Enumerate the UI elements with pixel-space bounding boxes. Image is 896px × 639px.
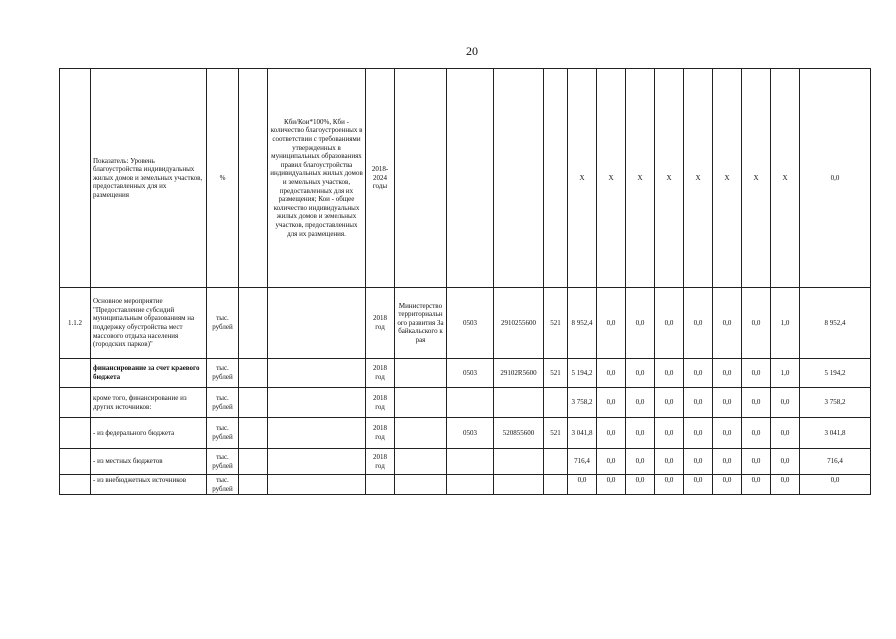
cell-year-5: 0,0 bbox=[684, 449, 713, 475]
cell-year-6: 0,0 bbox=[713, 418, 742, 449]
cell-year-3: 0,0 bbox=[626, 475, 655, 495]
cell-empty bbox=[239, 359, 268, 388]
cell-target: 520855600 bbox=[494, 418, 544, 449]
cell-unit: % bbox=[207, 69, 239, 288]
cell-num bbox=[60, 359, 91, 388]
cell-empty bbox=[239, 388, 268, 418]
cell-year-7: 0,0 bbox=[742, 359, 771, 388]
cell-total: 0,0 bbox=[800, 475, 871, 495]
cell-section: 0503 bbox=[447, 288, 494, 359]
cell-year-4: 0,0 bbox=[655, 418, 684, 449]
cell-formula bbox=[268, 359, 366, 388]
cell-kind bbox=[544, 69, 568, 288]
cell-year-4: X bbox=[655, 69, 684, 288]
cell-target bbox=[494, 388, 544, 418]
cell-empty bbox=[239, 449, 268, 475]
cell-year-3: 0,0 bbox=[626, 359, 655, 388]
cell-year-1: 0,0 bbox=[568, 475, 597, 495]
cell-year-7: 0,0 bbox=[742, 449, 771, 475]
cell-unit: тыс. рублей bbox=[207, 288, 239, 359]
cell-year-8: 0,0 bbox=[771, 475, 800, 495]
cell-executor bbox=[395, 359, 447, 388]
cell-indicator: Показатель: Уровень благоустройства индивидуальных жилых домов и земельных участков, предоставленных для их размещения bbox=[91, 69, 207, 288]
cell-formula: Кби/Кои*100%, Кби - количество благоустроенных в соответствии с требованиями утвержденных в муниципальных образованиях правил благоустройства индивидуальных жилых домов и земельных участков, предоставленных для их размещения; Кои - общее количество индивидуальных жилых домов и земельных участков, предоставленных для их размещения. bbox=[268, 69, 366, 288]
cell-year-7: X bbox=[742, 69, 771, 288]
cell-year-3: 0,0 bbox=[626, 388, 655, 418]
cell-kind bbox=[544, 475, 568, 495]
table-row bbox=[60, 449, 871, 475]
cell-year-7: 0,0 bbox=[742, 418, 771, 449]
cell-kind: 521 bbox=[544, 288, 568, 359]
cell-year-6: 0,0 bbox=[713, 359, 742, 388]
cell-year-8: 0,0 bbox=[771, 418, 800, 449]
cell-year-2: 0,0 bbox=[597, 418, 626, 449]
cell-unit: тыс. рублей bbox=[207, 388, 239, 418]
cell-year-2: 0,0 bbox=[597, 388, 626, 418]
cell-target: 29102R5600 bbox=[494, 359, 544, 388]
cell-year-8: 0,0 bbox=[771, 388, 800, 418]
cell-formula bbox=[268, 288, 366, 359]
cell-year-7: 0,0 bbox=[742, 388, 771, 418]
cell-section: 0503 bbox=[447, 359, 494, 388]
cell-year-6: 0,0 bbox=[713, 288, 742, 359]
cell-num bbox=[60, 475, 91, 495]
cell-target bbox=[494, 475, 544, 495]
cell-num: 1.1.2 bbox=[60, 288, 91, 359]
cell-empty bbox=[239, 69, 268, 288]
cell-period: 2018-2024 годы bbox=[366, 69, 395, 288]
cell-year-5: 0,0 bbox=[684, 388, 713, 418]
cell-period: 2018 год bbox=[366, 449, 395, 475]
cell-section bbox=[447, 449, 494, 475]
cell-kind bbox=[544, 388, 568, 418]
cell-indicator: финансирование за счет краевого бюджета bbox=[91, 359, 207, 388]
cell-formula bbox=[268, 449, 366, 475]
cell-year-1: X bbox=[568, 69, 597, 288]
cell-year-5: 0,0 bbox=[684, 288, 713, 359]
cell-year-4: 0,0 bbox=[655, 475, 684, 495]
cell-year-8: 0,0 bbox=[771, 449, 800, 475]
cell-executor bbox=[395, 418, 447, 449]
table-row bbox=[60, 359, 871, 388]
table-row bbox=[60, 475, 871, 495]
cell-indicator: - из федерального бюджета bbox=[91, 418, 207, 449]
cell-empty bbox=[239, 475, 268, 495]
cell-year-4: 0,0 bbox=[655, 288, 684, 359]
cell-executor bbox=[395, 388, 447, 418]
cell-formula bbox=[268, 388, 366, 418]
cell-year-1: 5 194,2 bbox=[568, 359, 597, 388]
cell-year-5: 0,0 bbox=[684, 418, 713, 449]
cell-formula bbox=[268, 418, 366, 449]
cell-indicator: - из местных бюджетов bbox=[91, 449, 207, 475]
table-row bbox=[60, 388, 871, 418]
cell-period: 2018 год bbox=[366, 359, 395, 388]
cell-year-4: 0,0 bbox=[655, 388, 684, 418]
cell-num bbox=[60, 449, 91, 475]
cell-kind: 521 bbox=[544, 418, 568, 449]
cell-year-5: 0,0 bbox=[684, 359, 713, 388]
cell-section: 0503 bbox=[447, 418, 494, 449]
cell-executor: Министерство территориального развития Забайкальского края bbox=[395, 288, 447, 359]
cell-year-2: 0,0 bbox=[597, 288, 626, 359]
cell-year-3: 0,0 bbox=[626, 418, 655, 449]
cell-year-1: 3 041,8 bbox=[568, 418, 597, 449]
cell-target bbox=[494, 69, 544, 288]
cell-year-5: 0,0 bbox=[684, 475, 713, 495]
page-number: 20 bbox=[466, 44, 478, 58]
cell-target bbox=[494, 449, 544, 475]
cell-total: 0,0 bbox=[800, 69, 871, 288]
cell-section bbox=[447, 475, 494, 495]
cell-unit: тыс. рублей bbox=[207, 359, 239, 388]
cell-total: 716,4 bbox=[800, 449, 871, 475]
cell-year-2: X bbox=[597, 69, 626, 288]
cell-year-6: 0,0 bbox=[713, 388, 742, 418]
cell-year-7: 0,0 bbox=[742, 288, 771, 359]
cell-year-1: 3 758,2 bbox=[568, 388, 597, 418]
cell-year-6: 0,0 bbox=[713, 449, 742, 475]
cell-year-2: 0,0 bbox=[597, 359, 626, 388]
cell-target: 2910255600 bbox=[494, 288, 544, 359]
cell-total: 3 041,8 bbox=[800, 418, 871, 449]
cell-year-4: 0,0 bbox=[655, 449, 684, 475]
cell-num bbox=[60, 418, 91, 449]
cell-num bbox=[60, 388, 91, 418]
cell-period: 2018 год bbox=[366, 388, 395, 418]
cell-year-7: 0,0 bbox=[742, 475, 771, 495]
table-row bbox=[60, 288, 871, 359]
cell-total: 5 194,2 bbox=[800, 359, 871, 388]
cell-period: 2018 год bbox=[366, 418, 395, 449]
cell-year-2: 0,0 bbox=[597, 449, 626, 475]
cell-empty bbox=[239, 288, 268, 359]
cell-year-3: X bbox=[626, 69, 655, 288]
cell-year-4: 0,0 bbox=[655, 359, 684, 388]
cell-unit: тыс. рублей bbox=[207, 475, 239, 495]
cell-year-5: X bbox=[684, 69, 713, 288]
cell-num bbox=[60, 69, 91, 288]
cell-executor bbox=[395, 475, 447, 495]
cell-year-1: 8 952,4 bbox=[568, 288, 597, 359]
cell-year-1: 716,4 bbox=[568, 449, 597, 475]
table-row bbox=[60, 418, 871, 449]
cell-indicator: Основное мероприятие "Предоставление субсидий муниципальным образованиям на поддержку обустройства мест массового отдыха населения (городских парков)" bbox=[91, 288, 207, 359]
table-row bbox=[60, 69, 871, 288]
cell-kind: 521 bbox=[544, 359, 568, 388]
cell-year-3: 0,0 bbox=[626, 288, 655, 359]
cell-unit: тыс. рублей bbox=[207, 418, 239, 449]
cell-year-2: 0,0 bbox=[597, 475, 626, 495]
cell-empty bbox=[239, 418, 268, 449]
cell-total: 3 758,2 bbox=[800, 388, 871, 418]
cell-executor bbox=[395, 69, 447, 288]
cell-period bbox=[366, 475, 395, 495]
cell-indicator: кроме того, финансирование из других источников: bbox=[91, 388, 207, 418]
cell-section bbox=[447, 69, 494, 288]
cell-year-8: 1,0 bbox=[771, 288, 800, 359]
cell-total: 8 952,4 bbox=[800, 288, 871, 359]
cell-executor bbox=[395, 449, 447, 475]
cell-indicator: - из внебюджетных источников bbox=[91, 475, 207, 495]
cell-kind bbox=[544, 449, 568, 475]
program-table bbox=[59, 68, 871, 495]
cell-year-3: 0,0 bbox=[626, 449, 655, 475]
cell-year-6: 0,0 bbox=[713, 475, 742, 495]
cell-year-8: X bbox=[771, 69, 800, 288]
cell-formula bbox=[268, 475, 366, 495]
cell-unit: тыс. рублей bbox=[207, 449, 239, 475]
cell-year-8: 1,0 bbox=[771, 359, 800, 388]
cell-period: 2018 год bbox=[366, 288, 395, 359]
cell-year-6: X bbox=[713, 69, 742, 288]
cell-section bbox=[447, 388, 494, 418]
